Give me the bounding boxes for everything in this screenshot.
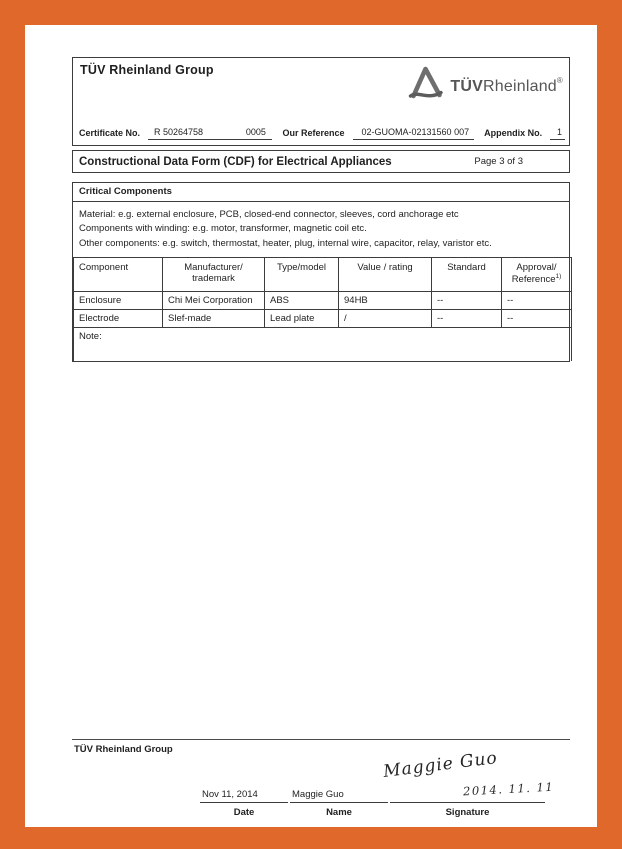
handwritten-signature: Maggie Guo: [382, 748, 499, 782]
header-box: [72, 57, 570, 146]
name-value: Maggie Guo: [290, 780, 388, 803]
critical-components-title: Critical Components: [73, 183, 569, 202]
appendix-no-value: 1: [550, 127, 565, 140]
date-label: Date: [233, 807, 255, 818]
cell-value-rating: /: [339, 310, 432, 328]
name-column: [290, 780, 388, 818]
col-header-manufacturer: Manufacturer/ trademark: [163, 258, 265, 292]
col-header-type-model: Type/model: [265, 258, 339, 292]
logo-word-rheinland: Rheinland: [483, 78, 557, 95]
footer-divider: [72, 739, 570, 740]
logo-wordmark: [450, 76, 563, 96]
component-descriptions: [73, 202, 569, 257]
our-reference-value: 02-GUOMA-02131560 007: [353, 127, 475, 140]
footnote-marker: 1): [555, 273, 562, 280]
certificate-no-label: Certificate No.: [79, 128, 141, 138]
certificate-no-value: R 50264758: [148, 127, 235, 140]
group-title: TÜV Rheinland Group: [80, 63, 214, 77]
cell-type-model: ABS: [265, 292, 339, 310]
form-title: Constructional Data Form (CDF) for Electrical Appliances: [79, 155, 392, 168]
cell-standard: --: [432, 292, 502, 310]
table-row: [74, 310, 572, 328]
col-header-value-rating: Value / rating: [339, 258, 432, 292]
critical-components-box: [72, 182, 570, 362]
cell-manufacturer: Slef-made: [163, 310, 265, 328]
cell-manufacturer: Chi Mei Corporation: [163, 292, 265, 310]
cell-type-model: Lead plate: [265, 310, 339, 328]
tuv-triangle-logo-icon: [407, 65, 443, 107]
footer-group-title: TÜV Rheinland Group: [74, 744, 173, 755]
note-row: [74, 328, 572, 361]
our-reference-label: Our Reference: [282, 128, 345, 138]
certificate-row: [79, 127, 565, 140]
document-page: [25, 25, 597, 827]
cell-standard: --: [432, 310, 502, 328]
handwritten-signature-date: 2014. 11. 11: [462, 779, 555, 799]
cell-value-rating: 94HB: [339, 292, 432, 310]
cell-component: Enclosure: [74, 292, 163, 310]
components-table: [73, 257, 572, 361]
logo-word-tuv: TÜV: [450, 78, 484, 95]
col-header-standard: Standard: [432, 258, 502, 292]
description-winding: Components with winding: e.g. motor, transformer, magnetic coil etc.: [79, 223, 367, 234]
form-title-bar: [72, 150, 570, 173]
date-value: Nov 11, 2014: [200, 780, 288, 803]
description-material: Material: e.g. external enclosure, PCB, closed-end connector, sleeves, cord anchorage etc: [79, 208, 459, 220]
table-row: [74, 292, 572, 310]
page-indicator: Page 3 of 3: [474, 156, 523, 167]
signature-label: Signature: [445, 807, 490, 818]
note-label: Note:: [74, 328, 572, 361]
cell-component: Electrode: [74, 310, 163, 328]
cell-approval: --: [502, 292, 572, 310]
col-header-approval-reference: Approval/ Reference$^{1)}$: [502, 258, 572, 292]
table-header-row: [74, 258, 572, 292]
date-column: [200, 780, 288, 818]
tuv-rheinland-logo: [407, 65, 563, 107]
cell-approval: --: [502, 310, 572, 328]
registered-trademark-symbol: ®: [556, 76, 563, 85]
name-label: Name: [326, 807, 352, 818]
col-header-component: Component: [74, 258, 163, 292]
description-other: Other components: e.g. switch, thermostat, heater, plug, internal wire, capacitor, relay, varistor etc.: [79, 237, 492, 249]
certificate-suffix-value: 0005: [235, 127, 272, 140]
appendix-no-label: Appendix No.: [484, 128, 543, 138]
